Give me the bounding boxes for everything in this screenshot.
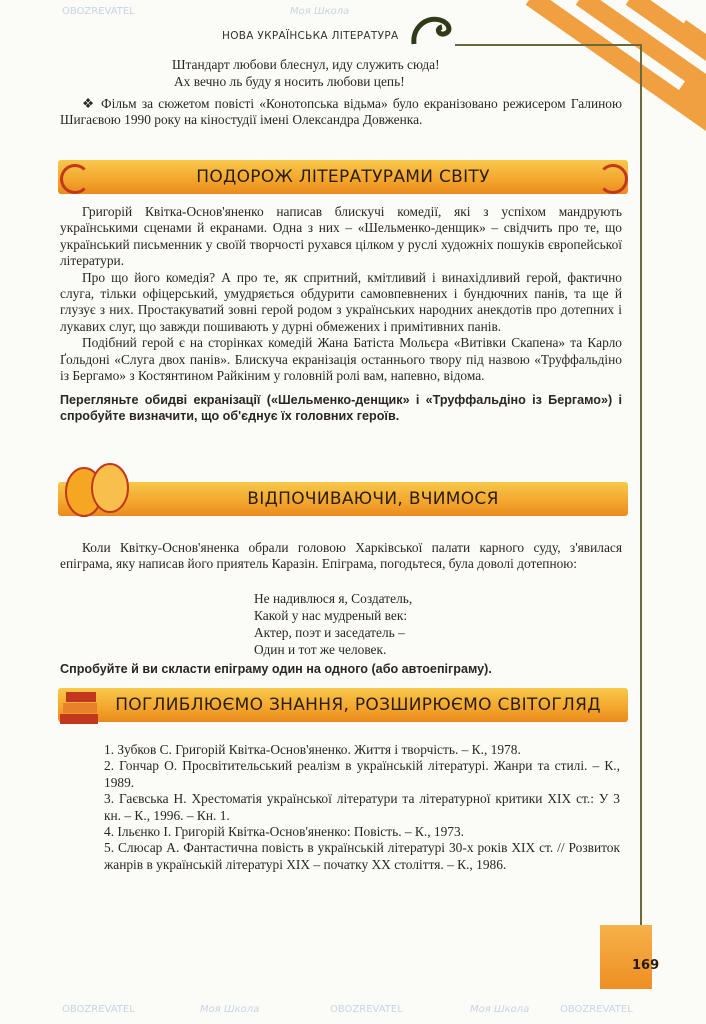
running-header: НОВА УКРАЇНСЬКА ЛІТЕРАТУРА xyxy=(222,30,399,42)
section-header-world-literature xyxy=(58,160,628,194)
epigram: Не надивлюся я, Создатель, Какой у нас мудреный век: Актер, поэт и заседатель – Один и тот же человек. xyxy=(254,591,413,657)
reference-item: 5. Слюсар А. Фантастична повість в українській літературі 30-х років XIX ст. // Розвиток жанрів в українській літературі XIX – початку XX століття. – К., 1986. xyxy=(104,840,620,872)
section2-body: Коли Квітку-Основ'яненка обрали головою Харківської палати карного суду, з'явилася епіграма, яку написав його приятель Каразін. Епіграма, погодьтеся, була доволі дотепною: xyxy=(60,540,622,572)
page-number-box xyxy=(600,925,652,989)
watermark: Моя Школа xyxy=(290,6,350,17)
page-number: 169 xyxy=(632,958,660,973)
task: Спробуйте й ви скласти епіграму один на одного (або автоепіграму). xyxy=(60,662,492,676)
watermark: OBOZREVATEL xyxy=(62,1004,135,1015)
section-title: ПОДОРОЖ ЛІТЕРАТУРАМИ СВІТУ xyxy=(196,167,490,187)
film-note: ❖ Фільм за сюжетом повісті «Конотопська відьма» було екранізовано режисером Галиною Шигаєвою 1990 року на кіностудії імені Олександра Довженка. xyxy=(60,96,622,128)
watermark: OBOZREVATEL xyxy=(560,1004,633,1015)
section-title: ВІДПОЧИВАЮЧИ, ВЧИМОСЯ xyxy=(247,489,499,509)
poem-top xyxy=(172,56,440,90)
section-title: ПОГЛИБЛЮЄМО ЗНАННЯ, РОЗШИРЮЄМО СВІТОГЛЯД xyxy=(115,695,601,715)
ornament-icon xyxy=(410,14,456,46)
reference-item: 2. Гончар О. Просвітительський реалізм в українській літературі. Жанри та стилі. – К., 1989. xyxy=(104,758,620,790)
watermark: Моя Школа xyxy=(200,1004,260,1015)
poem-line: Ах вечно ль буду я носить любови цепь! xyxy=(174,74,405,89)
watermark: Моя Школа xyxy=(470,1004,530,1015)
reference-item: 3. Гаєвська Н. Хрестоматія української літератури та літературної критики XIX ст.: У 3 кн. – К., 1996. – Кн. 1. xyxy=(104,791,620,823)
section1-body: Григорій Квітка-Основ'яненко написав блискучі комедії, які з успіхом мандрують українськими сценами й екранами. Одна з них – «Шельменко-денщик» – свідчить про те, що український письменник у своїй творчості рухався цілком у руслі художніх пошуків європейської літератури. Про що його комедія? А про те, як спритний, кмітливий і винахідливий герой, фактично слуга, тільки офіцерський, умудряється обдурити самовпевнених і бундючних панів, та ще й глузує з них. Простакуватий зовні герой родом з українських народних анекдотів про дотепних і лукавих слуг, що завжди пошивають у дурні обмежених і примітивних панів. Подібний герой є на сторінках комедій Жана Батіста Мольєра «Витівки Скапена» та Карло Ґольдоні «Слуга двох панів». Блискуча екранізація останнього твору під назвою «Труффальдіно із Бергамо» з Костянтином Райкіним у головній ролі вам, напевно, відома. Перегляньте обидві екранізації («Шельменко-денщик» і «Труффальдіно із Бергамо») і спробуйте визначити, що об'єднує їх головних героїв. xyxy=(60,204,622,424)
task: Перегляньте обидві екранізації («Шельменко-денщик» і «Труффальдіно із Бергамо») і спробуйте визначити, що об'єднує їх головних героїв. xyxy=(60,393,622,424)
reference-list xyxy=(104,742,620,873)
poem-line: Штандарт любови блеснул, иду служить сюда! xyxy=(172,57,440,72)
swirl-icon xyxy=(598,164,628,194)
watermark: OBOZREVATEL xyxy=(330,1004,403,1015)
section-header-relax-learn xyxy=(58,482,628,516)
section-header-deepen-knowledge xyxy=(58,688,628,722)
swirl-icon xyxy=(60,164,90,194)
reference-item: 1. Зубков С. Григорій Квітка-Основ'яненко. Життя і творчість. – К., 1978. xyxy=(104,742,521,757)
books-icon xyxy=(58,688,102,728)
reference-item: 4. Ільєнко І. Григорій Квітка-Основ'яненко: Повість. – К., 1973. xyxy=(104,824,465,840)
watermark: OBOZREVATEL xyxy=(62,6,135,17)
theatre-masks-icon xyxy=(58,462,138,522)
